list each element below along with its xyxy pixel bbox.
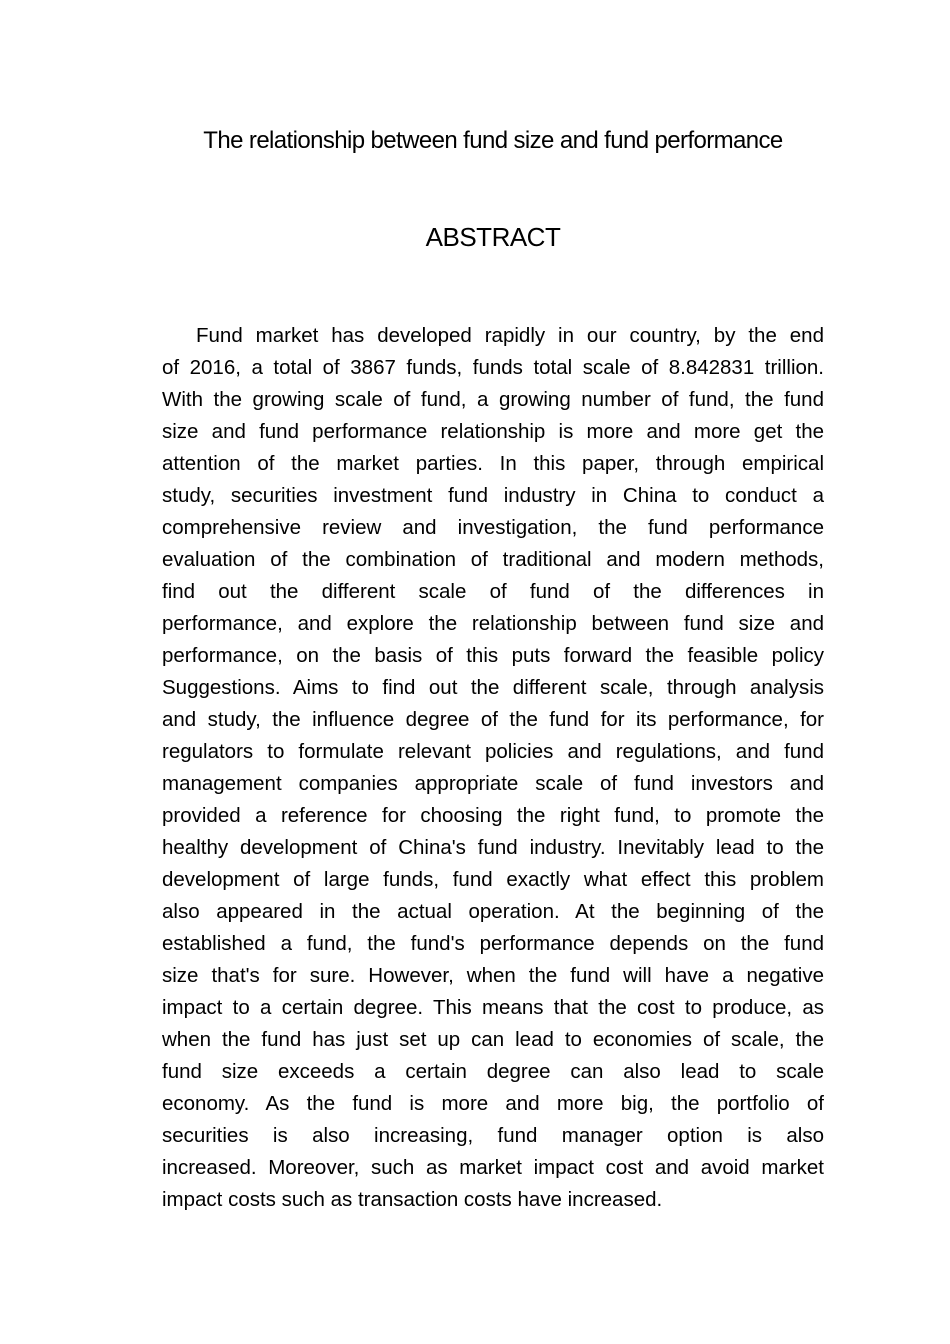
abstract-line: performance, and explore the relationship between fund size and (162, 612, 824, 635)
abstract-line: and study, the influence degree of the fund for its performance, for (162, 708, 824, 731)
abstract-line: development of large funds, fund exactly what effect this problem (162, 868, 824, 891)
abstract-line: also appeared in the actual operation. At the beginning of the (162, 900, 824, 923)
abstract-line: impact costs such as transaction costs have increased. (162, 1188, 663, 1211)
abstract-line: healthy development of China's fund industry. Inevitably lead to the (162, 836, 824, 859)
abstract-line: performance, on the basis of this puts forward the feasible policy (162, 644, 824, 667)
abstract-line: of 2016, a total of 3867 funds, funds total scale of 8.842831 trillion. (162, 356, 824, 379)
abstract-line: securities is also increasing, fund manager option is also (162, 1124, 824, 1147)
document-title: The relationship between fund size and fund performance (203, 127, 783, 154)
abstract-line: provided a reference for choosing the right fund, to promote the (162, 804, 824, 827)
abstract-line: when the fund has just set up can lead to economies of scale, the (162, 1028, 824, 1051)
abstract-line: Suggestions. Aims to find out the different scale, through analysis (162, 676, 824, 699)
abstract-line: established a fund, the fund's performance depends on the fund (162, 932, 824, 955)
abstract-line: Fund market has developed rapidly in our country, by the end (196, 324, 824, 347)
abstract-line: attention of the market parties. In this paper, through empirical (162, 452, 824, 475)
abstract-line: regulators to formulate relevant policies and regulations, and fund (162, 740, 824, 763)
abstract-line: size and fund performance relationship is more and more get the (162, 420, 824, 443)
abstract-line: find out the different scale of fund of the differences in (162, 580, 824, 603)
abstract-line: management companies appropriate scale of fund investors and (162, 772, 824, 795)
abstract-line: study, securities investment fund industry in China to conduct a (162, 484, 824, 507)
abstract-heading: ABSTRACT (425, 222, 561, 252)
abstract-line: increased. Moreover, such as market impact cost and avoid market (162, 1156, 824, 1179)
abstract-line: With the growing scale of fund, a growing number of fund, the fund (162, 388, 824, 411)
abstract-line: evaluation of the combination of traditional and modern methods, (162, 548, 824, 571)
abstract-line: size that's for sure. However, when the fund will have a negative (162, 964, 824, 987)
abstract-line: economy. As the fund is more and more big, the portfolio of (162, 1092, 824, 1115)
abstract-line: comprehensive review and investigation, the fund performance (162, 516, 824, 539)
abstract-line: fund size exceeds a certain degree can also lead to scale (162, 1060, 824, 1083)
abstract-body (162, 322, 824, 1218)
abstract-line: impact to a certain degree. This means that the cost to produce, as (162, 996, 824, 1019)
